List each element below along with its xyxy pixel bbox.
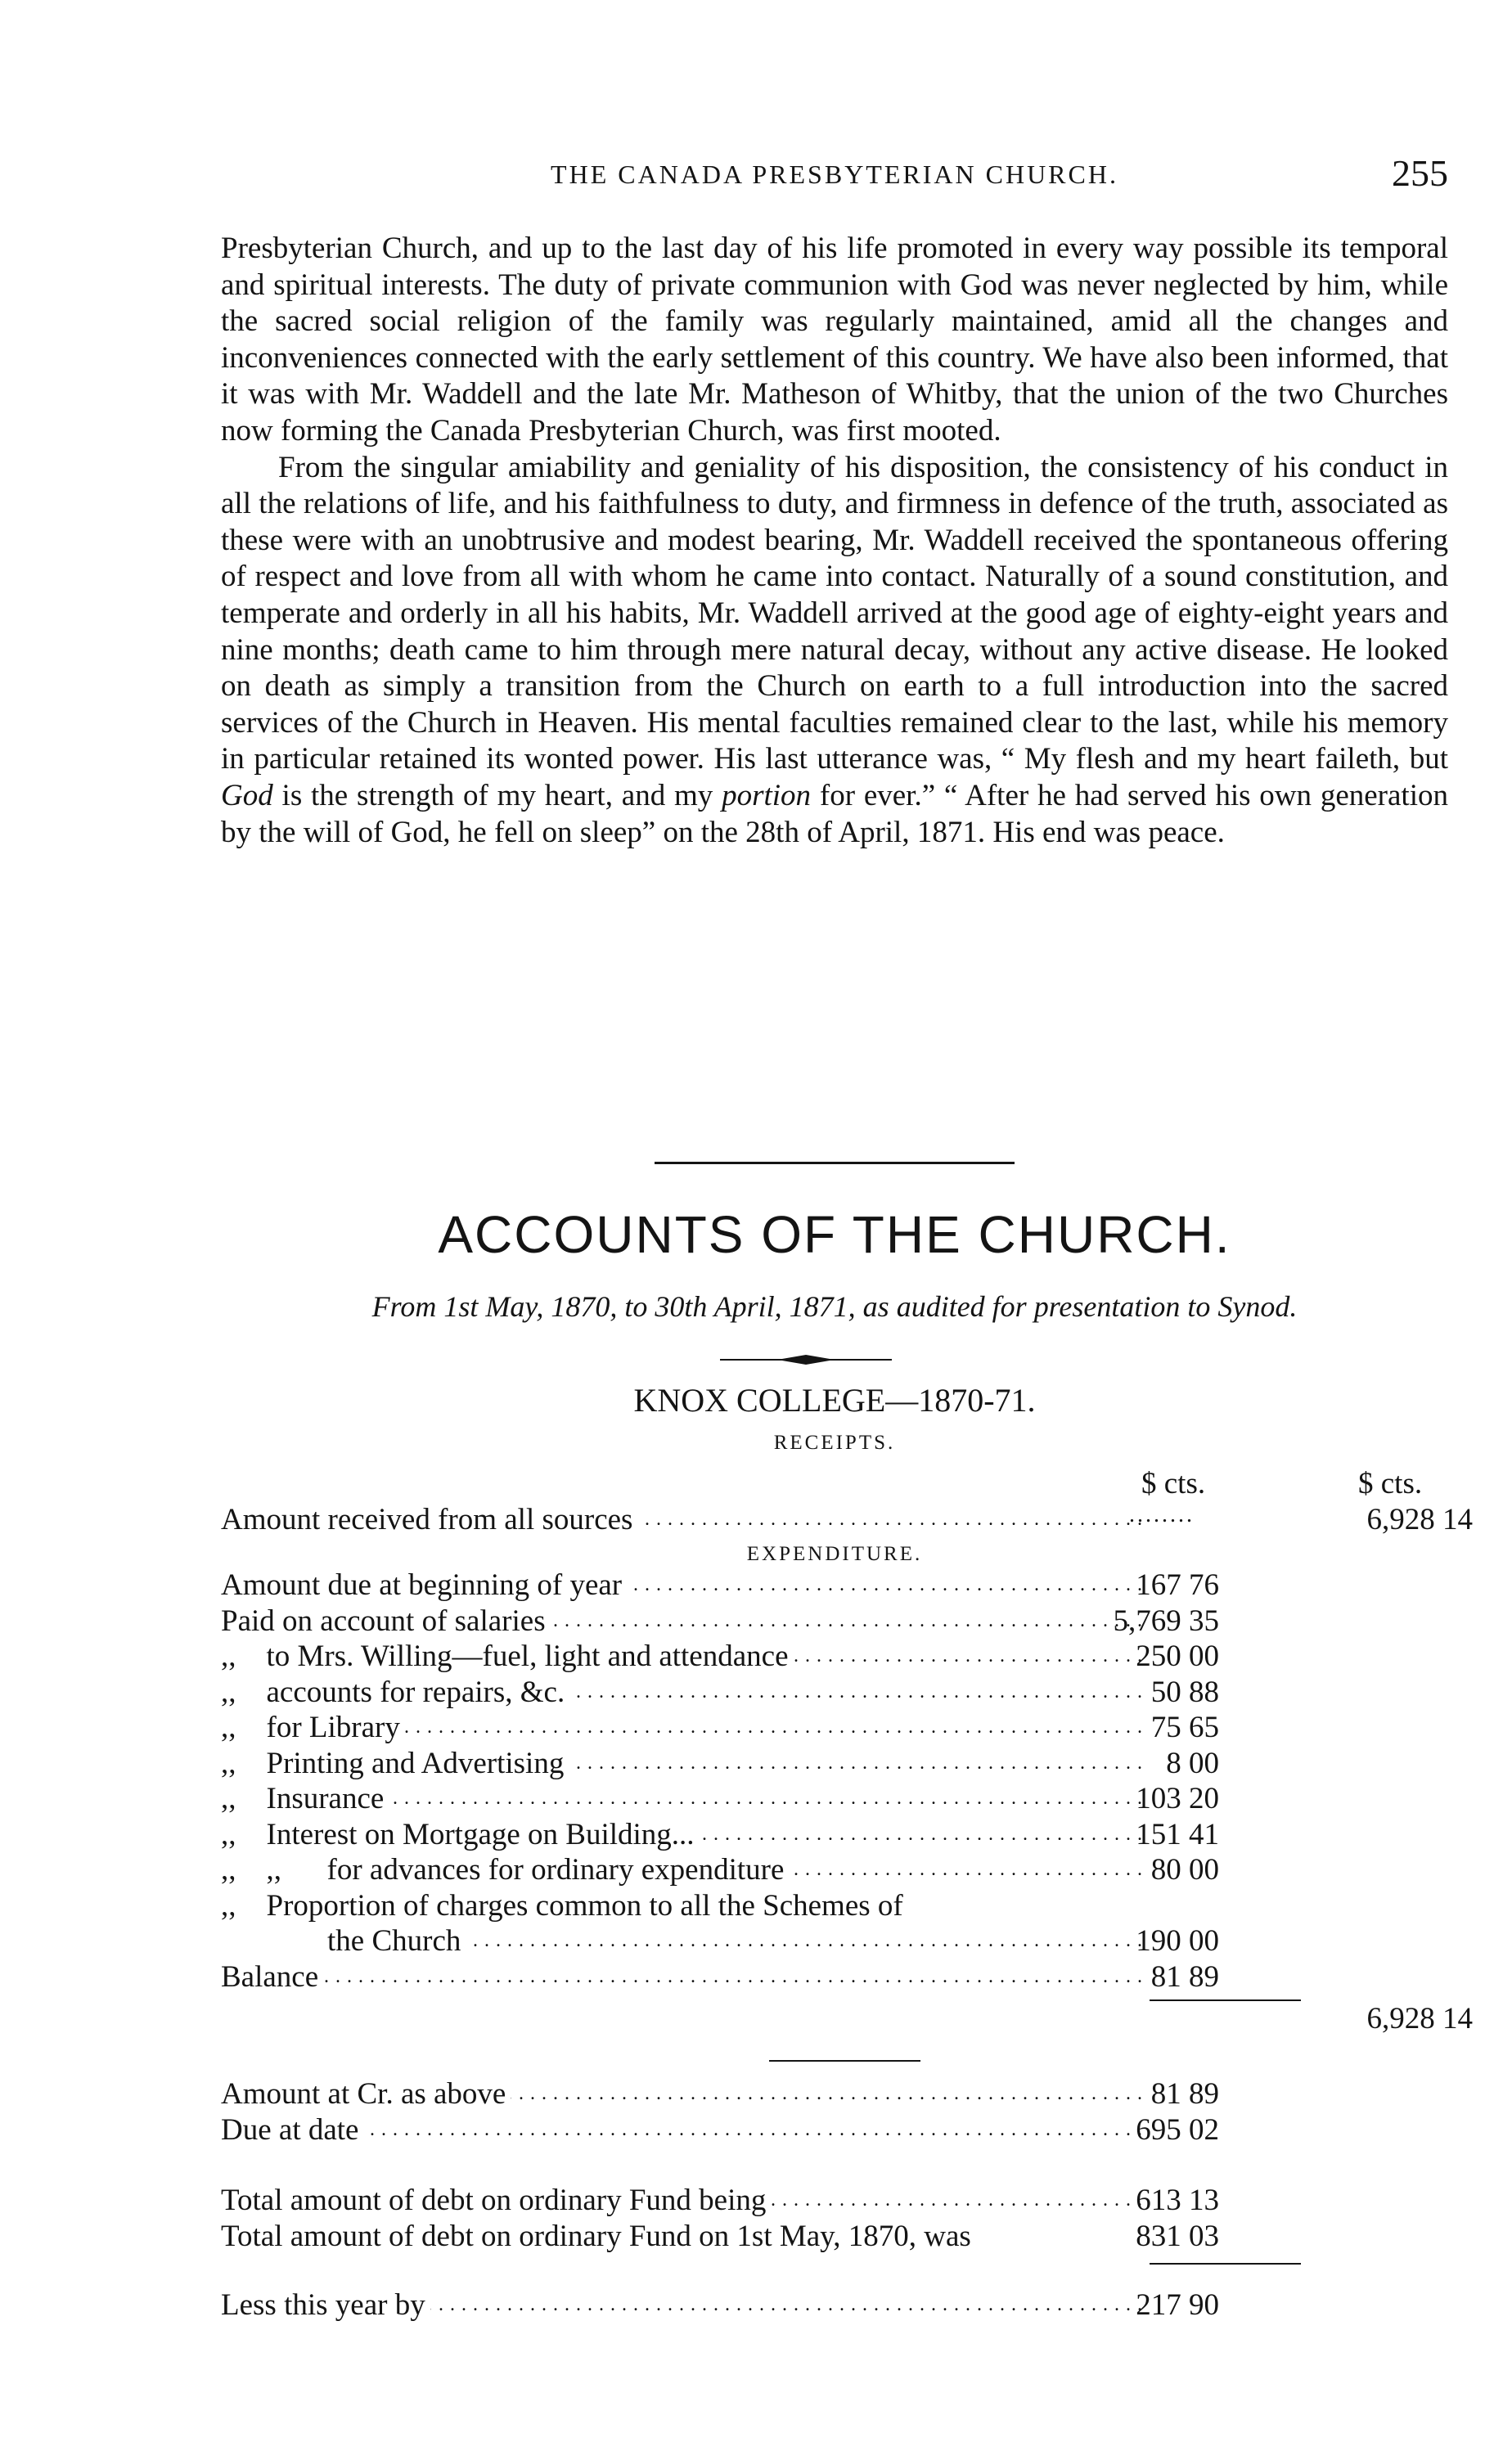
- expenditure-row: Amount due at beginning of year . . . 167 76: [221, 1568, 1473, 1604]
- summary-row: Due at date . . . 695 02: [221, 2112, 1473, 2148]
- expenditure-total: 6,928 14: [1366, 2002, 1473, 2035]
- summary-row: Amount at Cr. as above . . . 81 89: [221, 2076, 1473, 2112]
- receipts-row: [221, 1502, 1473, 1538]
- paragraph-2-italic-god: God: [221, 778, 273, 812]
- ditto-mark: ,,: [221, 1817, 236, 1851]
- ditto-mark: ,,: [221, 1888, 236, 1923]
- ditto-mark: ,,: [221, 1746, 236, 1780]
- paragraph-2-part-2: is the strength of my heart, and my: [272, 778, 722, 812]
- receipts-total: 6,928 14: [1366, 1503, 1473, 1536]
- receipts-label: Amount received from all sources . . .: [221, 1502, 1150, 1537]
- accounts-title: ACCOUNTS OF THE CHURCH.: [438, 1205, 1231, 1264]
- receipts-heading: RECEIPTS.: [773, 1432, 896, 1454]
- paragraph-2: [221, 450, 1448, 852]
- expenditure-row: ,, for Library . . . 75 65: [221, 1710, 1473, 1746]
- debt-ledger: [221, 2183, 1473, 2254]
- ditto-mark: ,,: [221, 1853, 236, 1887]
- section-divider: [655, 1162, 1015, 1164]
- short-divider: [769, 2060, 920, 2062]
- page-header: [221, 151, 1448, 200]
- ditto-mark: ,,: [221, 1782, 236, 1815]
- page-number: 255: [1392, 152, 1448, 194]
- running-title: THE CANADA PRESBYTERIAN CHURCH.: [551, 160, 1118, 189]
- less-ledger: [221, 2287, 1473, 2323]
- expenditure-row: ,, Interest on Mortgage on Building... . . . 151 41: [221, 1817, 1473, 1853]
- receipts-filler: ........: [1129, 1502, 1195, 1527]
- summary-ledger: [221, 2076, 1473, 2148]
- ditto-mark: ,,: [221, 1711, 236, 1744]
- expenditure-heading: EXPENDITURE.: [746, 1543, 923, 1565]
- expenditure-row: ,, Printing and Advertising . . . 8 00: [221, 1746, 1473, 1782]
- expenditure-row: Paid on account of salaries . . . 5,769 35: [221, 1604, 1473, 1640]
- ditto-mark: ,,: [221, 1675, 236, 1709]
- expenditure-row: the Church . . . 190 00: [221, 1923, 1473, 1959]
- expenditure-ledger: [221, 1568, 1473, 1995]
- debt-row: Total amount of debt on ordinary Fund being . . . 613 13: [221, 2183, 1473, 2219]
- expenditure-row: ,, to Mrs. Willing—fuel, light and attendance . . . 250 00: [221, 1639, 1473, 1675]
- column-head-dollars-cents-1: $ cts.: [1141, 1467, 1206, 1500]
- paragraph-2-italic-portion: portion: [722, 778, 812, 812]
- paragraph-1: Presbyterian Church, and up to the last day of his life promoted in every way possible its temporal and spiritual interests. The duty of private communion with God was never neglected by him, while the sacred social religion of the family was regularly maintained, amid all the changes and inconveniences connected with the early settlement of this country. We have also been informed, that it was with Mr. Waddell and the late Mr. Matheson of Whitby, that the union of the two Churches now forming the Canada Presbyterian Church, was first mooted.: [221, 232, 1448, 448]
- expenditure-total-row: [221, 2001, 1473, 2037]
- less-row: Less this year by . . . 217 90: [221, 2287, 1473, 2323]
- expenditure-row: Balance . . . 81 89: [221, 1959, 1473, 1995]
- expenditure-row: ,, Proportion of charges common to all the Schemes of: [221, 1888, 903, 1923]
- paragraph-2-part-3: for ever.” “ After he had served his own generation by the will of God, he fell on sleep” on the 28th of April, 1871. His end was peace.: [221, 778, 1448, 849]
- body-text: [221, 231, 1448, 851]
- knox-college-title: KNOX COLLEGE—1870-71.: [633, 1382, 1036, 1419]
- expenditure-row: ,, accounts for repairs, &c. . . . 50 88: [221, 1675, 1473, 1711]
- difference-rule: [1150, 2263, 1301, 2265]
- ornament-rule: [720, 1353, 892, 1366]
- accounts-subtitle: From 1st May, 1870, to 30th April, 1871, as audited for presentation to Synod.: [371, 1290, 1298, 1323]
- expenditure-total-ledger: [221, 2001, 1473, 2037]
- receipts-ledger: [221, 1502, 1473, 1538]
- debt-row: Total amount of debt on ordinary Fund on 1st May, 1870, was 831 03: [221, 2219, 1219, 2253]
- ditto-mark: ,,: [266, 1853, 281, 1887]
- column-head-dollars-cents-2: $ cts.: [1358, 1467, 1423, 1500]
- expenditure-row: ,, Insurance . . . 103 20: [221, 1781, 1473, 1817]
- ditto-mark: ,,: [221, 1640, 236, 1673]
- paragraph-2-part-1: From the singular amiability and geniality of his disposition, the consistency of his conduct in all the relations of life, and his faithfulness to duty, and firmness in defence of the truth, associated as these were with an unobtrusive and modest bearing, Mr. Waddell received the spontaneous offering of respect and love from all with whom he came into contact. Naturally of a sound constitution, and temperate and orderly in all his habits, Mr. Waddell arrived at the good age of eighty-eight years and nine months; death came to him through mere natural decay, without any active disease. He looked on death as simply a transition from the Church on earth to a full introduction into the sacred services of the Church in Heaven. His mental faculties remained clear to the last, while his memory in particular retained its wonted power. His last utterance was, “ My flesh and my heart faileth, but: [221, 450, 1448, 776]
- expenditure-row: ,, ,, for advances for ordinary expenditure . . . 80 00: [221, 1852, 1473, 1888]
